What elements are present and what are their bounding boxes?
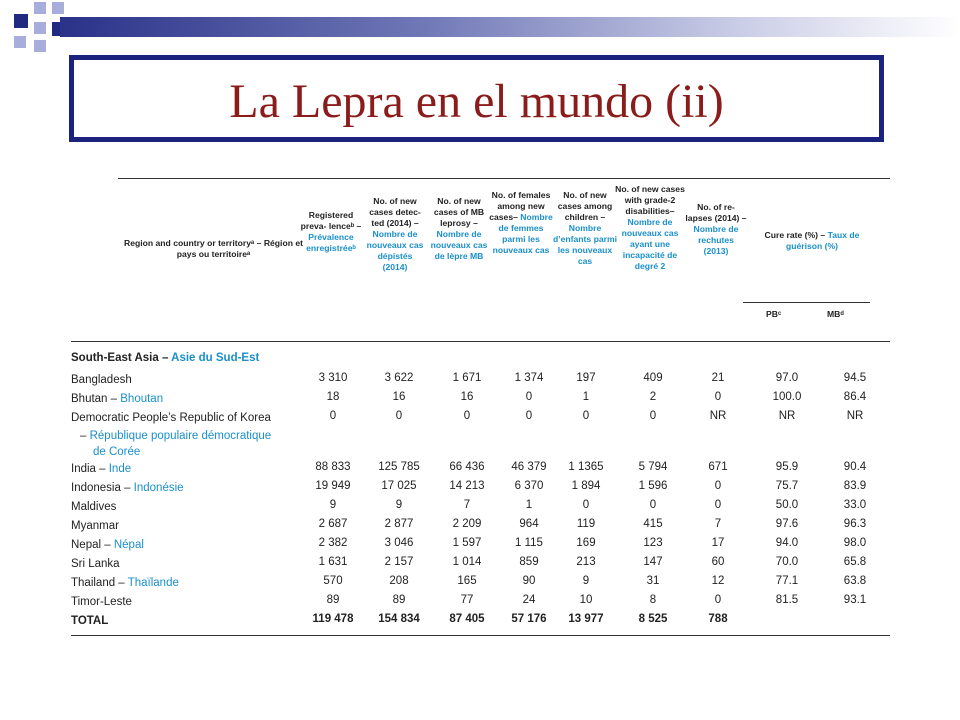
table-cell: 0 (463, 410, 471, 422)
table-cell: 90 (522, 575, 536, 587)
corner-square (34, 22, 46, 34)
header-cure: Cure rate (%) – Taux de guérison (%) (764, 230, 860, 251)
table-top-rule (118, 178, 890, 179)
table-cell: 0 (714, 480, 722, 492)
table-cell: 16 (392, 391, 406, 403)
header-relapses: No. of re- lapses (2014) – Nombre de rechutes (2013) (685, 202, 747, 256)
table-bottom-rule (71, 635, 890, 636)
table-cell: 9 (582, 575, 590, 587)
country-name-en: Timor-Leste (71, 596, 132, 608)
table-cell: 3 046 (384, 537, 414, 549)
total-cell: 788 (708, 613, 728, 625)
total-row (71, 613, 890, 632)
corner-square (14, 36, 26, 48)
table-cell: 1 597 (452, 537, 482, 549)
table-cell: 147 (643, 556, 663, 568)
table-cell: 119 (576, 518, 596, 530)
country-name (71, 499, 116, 515)
header-grade2: No. of new cases with grade-2 disabilities– Nombre de nouveaux cas ayant une incapacité de degré 2 (615, 184, 685, 271)
table-row (71, 518, 890, 537)
table-cell: 1 374 (514, 372, 544, 384)
table-cell: 63.8 (843, 575, 867, 587)
country-name-fr: Indonésie (133, 482, 184, 494)
table-cell: 33.0 (843, 499, 867, 511)
table-cell: 86.4 (843, 391, 867, 403)
country-name-en: Nepal – (71, 539, 111, 551)
table-cell: 1 894 (571, 480, 601, 492)
country-name-fr: Inde (108, 463, 132, 475)
country-name-fr: République populaire démocratique (89, 430, 272, 442)
table-cell: 169 (576, 537, 596, 549)
table-cell: 97.6 (775, 518, 799, 530)
table-cell: 570 (323, 575, 343, 587)
corner-square (34, 2, 46, 14)
header-new-cases: No. of new cases detec- ted (2014) – Nombre de nouveaux cas dépistés (2014) (366, 196, 424, 272)
table-cell: 123 (643, 537, 663, 549)
table-cell: 95.9 (775, 461, 799, 473)
table-cell: 77.1 (775, 575, 799, 587)
country-name (71, 518, 119, 534)
table-cell: 83.9 (843, 480, 867, 492)
table-row (71, 372, 890, 391)
table-cell: 2 157 (384, 556, 414, 568)
table-cell: 7 (714, 518, 722, 530)
country-name-en: Indonesia – (71, 482, 131, 494)
table-cell: 2 877 (384, 518, 414, 530)
table-cell: 90.4 (843, 461, 867, 473)
section-title: South-East Asia – Asie du Sud-Est (71, 352, 260, 364)
table-cell: 94.5 (843, 372, 867, 384)
country-name-en: Maldives (71, 501, 117, 513)
table-row (71, 556, 890, 575)
table-row (71, 499, 890, 518)
table-cell: 46 379 (511, 461, 547, 473)
table-cell: 0 (525, 391, 533, 403)
table-cell: 88 833 (315, 461, 351, 473)
table-cell: 213 (576, 556, 596, 568)
country-name (71, 410, 271, 426)
table-cell: 65.8 (843, 556, 867, 568)
table-cell: 81.5 (775, 594, 799, 606)
top-gradient-bar (60, 17, 960, 37)
header-bottom-rule (71, 341, 890, 342)
total-cell: 13 977 (568, 613, 604, 625)
table-cell: 60 (711, 556, 725, 568)
corner-square (34, 40, 46, 52)
total-cell: 87 405 (449, 613, 485, 625)
table-cell: 75.7 (775, 480, 799, 492)
title-box (69, 55, 884, 142)
table-cell: 97.0 (775, 372, 799, 384)
country-name-en: – (80, 430, 87, 442)
table-row (71, 594, 890, 613)
country-name (71, 575, 179, 591)
country-name (71, 391, 163, 407)
total-label: TOTAL (71, 615, 109, 627)
table-cell: 6 370 (514, 480, 544, 492)
header-children: No. of new cases among children – Nombre d’enfants parmi les nouveaux cas (553, 190, 617, 266)
table-cell: 89 (392, 594, 406, 606)
table-cell: 14 213 (449, 480, 485, 492)
table-cell: 93.1 (843, 594, 867, 606)
table-cell: 17 (711, 537, 725, 549)
table-cell: 0 (329, 410, 337, 422)
table-cell: 9 (395, 499, 403, 511)
table-cell: 8 (649, 594, 657, 606)
table-cell: 3 310 (318, 372, 348, 384)
table-cell: 16 (460, 391, 474, 403)
header-mb: No. of new cases of MB leprosy – Nombre de nouveaux cas de lèpre MB (430, 196, 488, 261)
total-cell: 8 525 (638, 613, 668, 625)
country-name (71, 480, 184, 496)
table-cell: 0 (582, 410, 590, 422)
country-name (71, 537, 144, 553)
table-cell: 964 (519, 518, 539, 530)
country-name-en: Myanmar (71, 520, 119, 532)
table-cell: 89 (326, 594, 340, 606)
table-cell: 21 (711, 372, 725, 384)
table-cell: 70.0 (775, 556, 799, 568)
table-cell: 94.0 (775, 537, 799, 549)
table-cell: 98.0 (843, 537, 867, 549)
header-pb: PBᶜ (766, 309, 782, 319)
table-cell: 7 (463, 499, 471, 511)
table-cell: 5 794 (638, 461, 668, 473)
table-row (71, 410, 890, 429)
table-cell: 125 785 (378, 461, 420, 473)
table-cell: NR (709, 410, 727, 422)
table-cell: 0 (714, 391, 722, 403)
table-cell: 50.0 (775, 499, 799, 511)
cure-rule (743, 302, 870, 303)
country-name (93, 444, 140, 460)
table-cell: 671 (708, 461, 728, 473)
table-cell: 0 (525, 410, 533, 422)
table-cell: 2 687 (318, 518, 348, 530)
table-cell: 859 (519, 556, 539, 568)
country-name-fr: Népal (113, 539, 144, 551)
table-cell: 24 (522, 594, 536, 606)
table-cell: 1 115 (515, 537, 543, 549)
total-cell: 57 176 (511, 613, 547, 625)
header-prevalence: Registered preva- lenceᵇ – Prévalence enregistréeᵇ (300, 210, 362, 253)
header-mb-cure: MBᵈ (827, 309, 844, 319)
country-name-en: Democratic People’s Republic of Korea (71, 412, 271, 424)
table-cell: 165 (457, 575, 477, 587)
table-cell: 415 (643, 518, 663, 530)
table-cell: 100.0 (772, 391, 802, 403)
table-row (71, 575, 890, 594)
table-cell: 1 (525, 499, 533, 511)
table-cell: 208 (389, 575, 409, 587)
table-cell: 0 (714, 594, 722, 606)
country-name-en: Bhutan – (71, 393, 118, 405)
table-cell: 409 (643, 372, 663, 384)
header-females: No. of females among new cases– Nombre de femmes parmi les nouveaux cas (489, 190, 553, 255)
table-cell: 66 436 (449, 461, 485, 473)
table-cell: 17 025 (381, 480, 417, 492)
country-name-fr: Bhoutan (120, 393, 164, 405)
table-cell: 9 (329, 499, 337, 511)
table-cell: 1 1365 (568, 461, 604, 473)
country-name (71, 461, 131, 477)
table-cell: 2 382 (318, 537, 348, 549)
table-cell: 0 (395, 410, 403, 422)
table-row (71, 537, 890, 556)
slide-title: La Lepra en el mundo (ii) (229, 75, 724, 128)
table-cell: NR (846, 410, 864, 422)
table-cell: 12 (711, 575, 725, 587)
table-cell: 10 (579, 594, 593, 606)
table-cell: 77 (460, 594, 474, 606)
header-region: Region and country or territoryᵃ – Région et pays ou territoireᵃ (124, 238, 303, 259)
table-cell: 31 (646, 575, 660, 587)
country-name-fr: Thaïlande (127, 577, 179, 589)
country-name-fr: de Corée (93, 446, 141, 458)
table-cell: 96.3 (843, 518, 867, 530)
table-row (71, 480, 890, 499)
corner-square (14, 14, 28, 28)
table-cell: 1 (582, 391, 590, 403)
table-cell: 1 631 (318, 556, 348, 568)
table-cell: 2 209 (452, 518, 482, 530)
country-name-en: India – (71, 463, 106, 475)
table-cell: 3 622 (384, 372, 414, 384)
table-cell: 1 596 (638, 480, 668, 492)
country-name-en: Bangladesh (71, 374, 132, 386)
country-name (80, 428, 271, 444)
corner-square (52, 2, 64, 14)
country-name-en: Sri Lanka (71, 558, 120, 570)
country-name-en: Thailand – (71, 577, 125, 589)
table-cell: 2 (649, 391, 657, 403)
table-cell: 1 014 (452, 556, 482, 568)
table-cell: 19 949 (315, 480, 351, 492)
table-cell: 1 671 (452, 372, 482, 384)
country-name (71, 594, 132, 610)
table-cell: 0 (649, 410, 657, 422)
total-cell: 119 478 (312, 613, 354, 625)
table-cell: 0 (649, 499, 657, 511)
table-cell: 0 (582, 499, 590, 511)
table-row (71, 391, 890, 410)
table-cell: 0 (714, 499, 722, 511)
table-cell: NR (778, 410, 796, 422)
country-name (71, 372, 132, 388)
country-name (71, 556, 120, 572)
table-cell: 18 (326, 391, 340, 403)
total-cell: 154 834 (378, 613, 420, 625)
table-row (71, 461, 890, 480)
table-cell: 197 (576, 372, 596, 384)
